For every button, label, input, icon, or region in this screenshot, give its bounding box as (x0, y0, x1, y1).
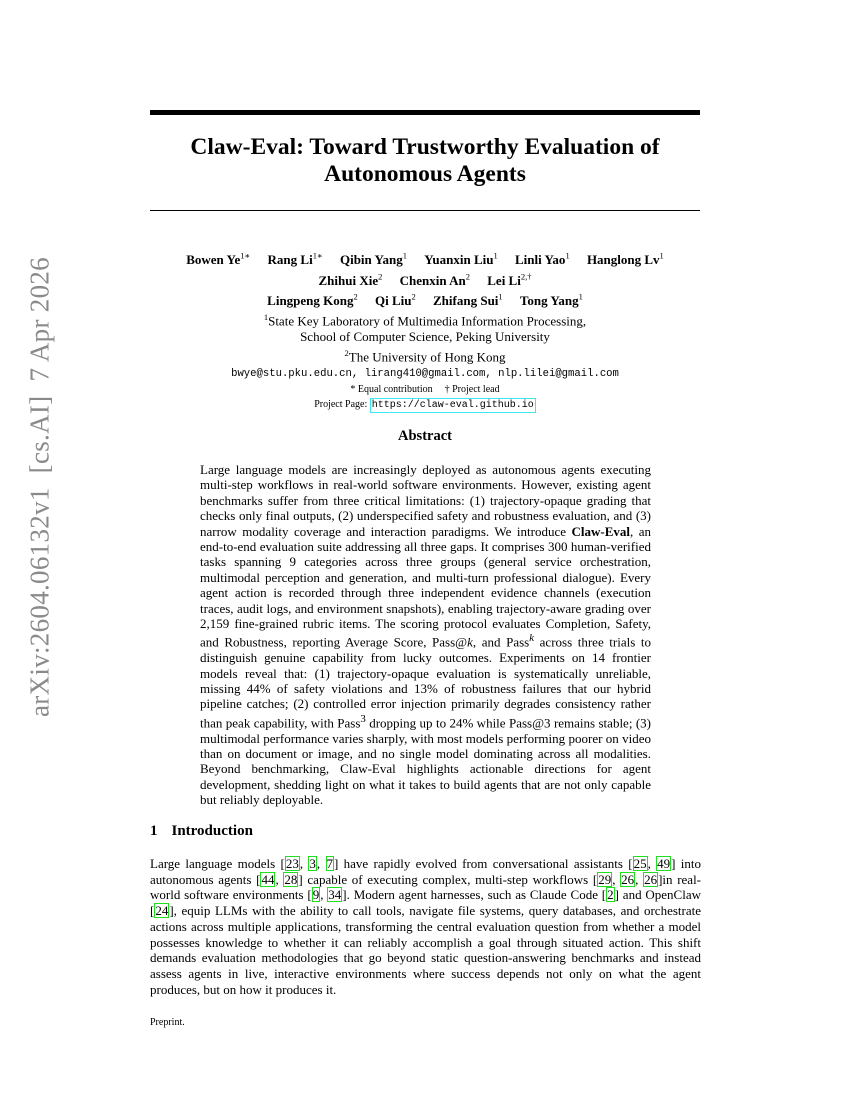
author: Linli Yao$^1$ (514, 251, 570, 268)
citation-link[interactable]: 3 (309, 856, 316, 871)
author: Lingpeng Kong$^2$ (267, 291, 358, 308)
arxiv-stamp (25, 243, 56, 717)
citation-link[interactable]: 7 (326, 856, 333, 871)
author: Zhifang Sui$^1$ (433, 291, 503, 308)
affiliation-2: $^2$The University of Hong Kong (344, 348, 506, 365)
contribution-notes (150, 382, 700, 397)
citation-link[interactable]: 29 (598, 871, 612, 887)
title-bottom-rule (150, 210, 700, 211)
authors-row-2 (150, 268, 700, 288)
project-page-link[interactable]: https://claw-eval.github.io (371, 399, 534, 411)
section-heading-introduction: 1 Introduction (150, 823, 253, 839)
citation-link[interactable]: 24 (155, 903, 169, 919)
project-page-label: Project Page: (314, 398, 368, 410)
equal-contribution-note: * Equal contribution (350, 383, 433, 395)
arxiv-id: arXiv:2604.06132v1 (24, 487, 55, 717)
citation-link[interactable]: 28 (284, 871, 298, 887)
author: Hanglong Lv$^1$ (586, 251, 664, 268)
citation-link[interactable]: 2 (607, 887, 614, 903)
citation-link[interactable]: 44 (261, 871, 275, 887)
citation-link[interactable]: 34 (328, 887, 342, 903)
abstract-heading: Abstract (398, 428, 452, 444)
author: Tong Yang$^1$ (519, 291, 583, 308)
author-emails: bwye@stu.pku.edu.cn, lirang410@gmail.com, nlp.lilei@gmail.com (231, 367, 619, 380)
authors-row-3 (150, 289, 700, 309)
benchmark-name: Claw-Eval (571, 523, 630, 539)
citation-link[interactable]: 49 (657, 856, 671, 871)
arxiv-date: 7 Apr 2026 (24, 257, 55, 382)
author-block (150, 248, 700, 414)
citation-link[interactable]: 9 (312, 887, 320, 903)
citation-link[interactable]: 26 (644, 871, 658, 887)
citation-link[interactable]: 26 (621, 871, 635, 887)
author: Zhihui Xie$^2$ (318, 271, 383, 288)
author: Chenxin An$^2$ (399, 271, 470, 288)
title-top-rule (150, 110, 700, 115)
author: Bowen $Ye^{1∗}$ (186, 251, 251, 268)
author: Qi Liu$^2$ (375, 291, 416, 308)
author: Rang $Li^{1∗}$ (267, 251, 323, 268)
arxiv-category: [cs.AI] (24, 395, 55, 474)
project-page (150, 397, 700, 414)
author: Lei $Li^{2,\dagger}$ (487, 271, 532, 288)
abstract-body: Large language models are increasingly deployed as autonomous agents executing multi-step workflows in real-world software environments. However, existing agent benchmarks suffer from three critical limitations: (1) trajectory-opaque grading that checks only final outputs, (2) underspecified safety and robustness evaluation, and (3) narrow modality coverage and interaction paradigms. We introduce Claw-Eval, an end-to-end evaluation suite addressing all three gaps. It comprises 300 human-verified tasks spanning 9 categories across three groups (general service orchestration, multimodal perception and generation, and multi-turn professional dialogue). Every agent action is recorded through three independent evidence channels (execution traces, audit logs, and environment snapshots), enabling trajectory-aware grading over 2,159 fine-grained rubric items. The scoring protocol evaluates Completion, Safety, and Robustness, reporting Average Score, Pass@k, and Pass$^k$ across three trials to distinguish genuine capability from lucky outcomes. Experiments on 14 frontier models reveal that: (1) trajectory-opaque evaluation is systematically unreliable, missing 44% of safety violations and 13% of robustness failures that our hybrid pipeline catches; (2) controlled error injection primarily degrades consistency rather than peak capability, with Pass$^3$ dropping up to 24% while Pass@3 remains stable; (3) multimodal performance varies sharply, with most models performing poorer on video than on document or image, and no single model dominating across all modalities. Beyond benchmarking, Claw-Eval highlights actionable directions for agent development, shedding light on what it takes to build agents that are not only capable but reliably deployable. (200, 462, 651, 808)
title-line-1: Claw-Eval: Toward Trustworthy Evaluation of (190, 134, 660, 160)
title-line-2: Autonomous Agents (324, 161, 526, 187)
author: Yuanxin Liu$^1$ (424, 251, 498, 268)
citation-link[interactable]: 25 (633, 856, 647, 871)
introduction-body: Large language models [23, 3, 7] have rapidly evolved from conversational assistants [25, 49] into autonomous agents [44, 28] capable of executing complex, multi-step workflows [29, 26, 26]in real-world software environments [9, 34]. Modern agent harnesses, such as Claude Code [2] and OpenClaw [24], equip LLMs with the ability to call tools, navigate file systems, query databases, and orchestrate actions across multiple applications, transforming the central evaluation question from whether a model possesses knowledge to whether it can reliably accomplish a goal through situated action. This shift demands evaluation methodologies that go beyond static question-answering benchmarks and instead assess agents in live, interactive environments where success depends not only on what the agent produces, but on how it produces it. (150, 856, 702, 997)
paper-title (150, 134, 700, 188)
author: Qibin Yang$^1$ (339, 251, 407, 268)
project-lead-note: † Project lead (444, 383, 500, 395)
footer-preprint: Preprint. (150, 1017, 185, 1028)
authors-row-1 (150, 248, 700, 268)
affiliation-1: $^1$State Key Laboratory of Multimedia Information Processing, School of Computer Science, Peking University (263, 311, 587, 345)
citation-link[interactable]: 23 (285, 856, 299, 871)
